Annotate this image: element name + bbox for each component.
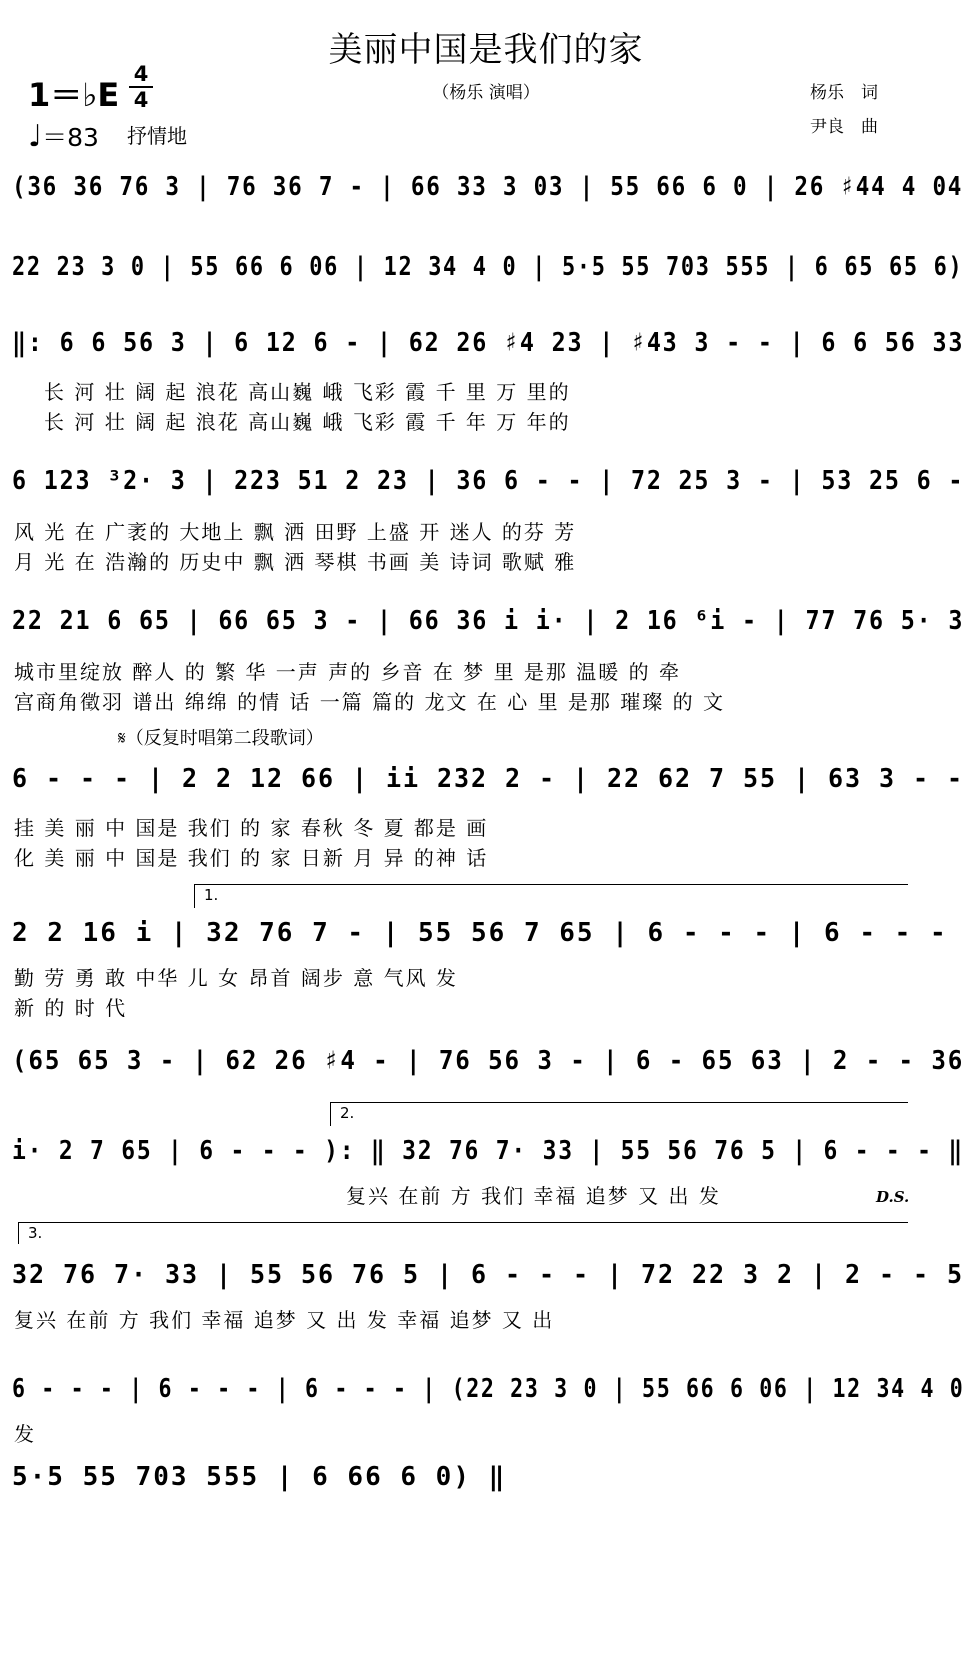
lyric-line: 复兴 在前 方 我们 幸福 追梦 又 出 发 幸福 追梦 又 出	[14, 1308, 555, 1332]
lyric-line: 城市里绽放 醉人 的 繁 华 一声 声的 乡音 在 梦 里 是那 温暖 的 牵	[14, 660, 682, 684]
volta-number: 2.	[340, 1104, 355, 1122]
notation-line: i· 2 7 65 | 6 - - - ): ‖ 32 76 7· 33 | 55 56 76 5 | 6 - - - ‖	[12, 1136, 964, 1166]
expression-marking: 抒情地	[127, 124, 187, 148]
lyric-line: 化 美 丽 中 国是 我们 的 家 日新 月 异 的神 话	[14, 846, 489, 870]
dal-segno-marker: D.S.	[876, 1188, 910, 1206]
notation-line: 2 2 16 i | 32 76 7 - | 55 56 7 65 | 6 - - - | 6 - - -	[12, 918, 948, 948]
notation-line: 6 - - - | 6 - - - | 6 - - - | (22 23 3 0 | 55 66 6 06 | 12 34 4 0	[12, 1374, 965, 1404]
song-title: 美丽中国是我们的家	[328, 30, 644, 70]
time-signature-bottom: 4	[133, 88, 149, 112]
lyric-line: 月 光 在 浩瀚的 历史中 飘 洒 琴棋 书画 美 诗词 歌赋 雅	[14, 550, 577, 574]
volta-bracket-edge	[330, 1102, 331, 1126]
notation-line: 22 21 6 65 | 66 65 3 - | 66 36 i i· | 2 16 ⁶i - | 77 76 5· 3	[12, 606, 965, 636]
quarter-note-icon: ♩	[28, 119, 43, 154]
notation-line: 6 123 ³2· 3 | 223 51 2 23 | 36 6 - - | 72 25 3 - | 53 25 6 -	[12, 466, 965, 496]
notation-line: 22 23 3 0 | 55 66 6 06 | 12 34 4 0 | 5·5 55 703 555 | 6 65 65 6)	[12, 252, 964, 282]
lyric-line: 长 河 壮 阔 起 浪花 高山巍 峨 飞彩 霞 千 里 万 里的	[44, 380, 571, 404]
notation-line: 32 76 7· 33 | 55 56 76 5 | 6 - - - | 72 22 3 2 | 2 - - 5	[12, 1260, 965, 1290]
time-signature-top: 4	[133, 62, 149, 86]
key-signature: 1＝♭E	[28, 76, 120, 114]
tempo-marking	[28, 118, 99, 154]
lyric-line: 勤 劳 勇 敢 中华 儿 女 昂首 阔步 意 气风 发	[14, 966, 458, 990]
lyricist-credit: 杨乐 词	[810, 83, 878, 103]
time-signature	[129, 64, 153, 110]
notation-line: (65 65 3 - | 62 26 ♯4 - | 76 56 3 - | 6 - 65 63 | 2 - - 36	[12, 1046, 965, 1076]
volta-bracket	[330, 1102, 908, 1103]
volta-bracket	[194, 884, 908, 885]
segno-marker: 𝄋（反复时唱第二段歌词）	[118, 728, 324, 749]
composer-credit: 尹良 曲	[810, 117, 878, 137]
singer-credit: （杨乐 演唱）	[432, 83, 540, 103]
volta-number: 1.	[204, 886, 219, 904]
lyric-line: 新 的 时 代	[14, 996, 128, 1020]
volta-bracket	[18, 1222, 908, 1223]
lyric-line: 宫商角徵羽 谱出 绵绵 的情 话 一篇 篇的 龙文 在 心 里 是那 璀璨 的 文	[14, 690, 726, 714]
lyric-line: 风 光 在 广袤的 大地上 飘 洒 田野 上盛 开 迷人 的芬 芳	[14, 520, 577, 544]
notation-line: 6 - - - | 2 2 12 66 | ii 232 2 - | 22 62 7 55 | 63 3 - -	[12, 764, 965, 794]
notation-line: ‖: 6 6 56 3 | 6 12 6 - | 62 26 ♯4 23 | ♯43 3 - - | 6 6 56 33	[12, 328, 965, 358]
volta-bracket-edge	[194, 884, 195, 908]
lyric-line: 发	[14, 1422, 36, 1446]
lyric-line: 复兴 在前 方 我们 幸福 追梦 又 出 发	[346, 1184, 721, 1208]
lyric-line: 挂 美 丽 中 国是 我们 的 家 春秋 冬 夏 都是 画	[14, 816, 489, 840]
notation-line: (36 36 76 3 | 76 36 7 - | 66 33 3 03 | 55 66 6 0 | 26 ♯44 4 04	[12, 172, 964, 202]
volta-number: 3.	[28, 1224, 43, 1242]
tempo-value: ＝83	[42, 123, 99, 152]
volta-bracket-edge	[18, 1222, 19, 1244]
notation-line: 5·5 55 703 555 | 6 66 6 0) ‖	[12, 1462, 507, 1492]
lyric-line: 长 河 壮 阔 起 浪花 高山巍 峨 飞彩 霞 千 年 万 年的	[44, 410, 571, 434]
